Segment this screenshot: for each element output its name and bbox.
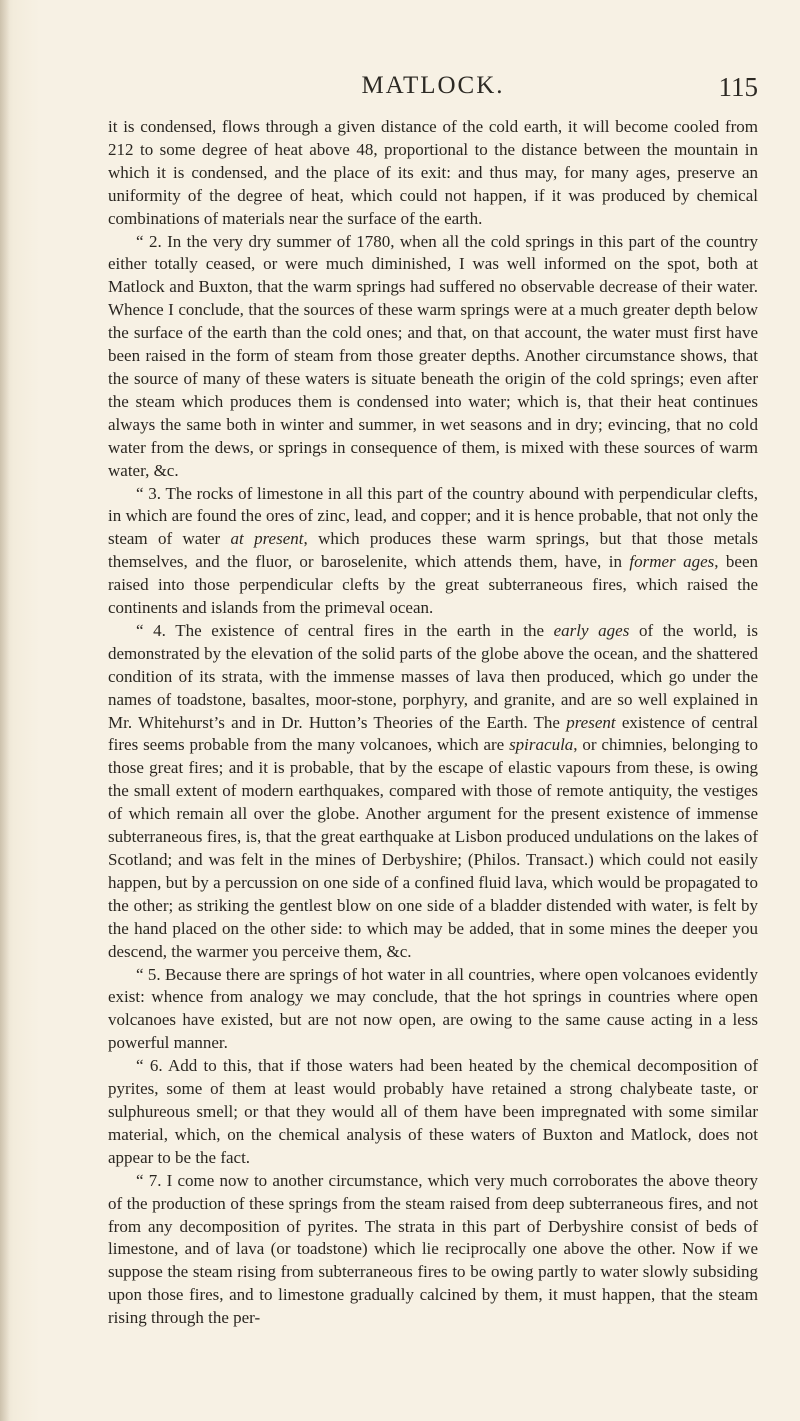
paragraph (108, 231, 758, 483)
text-segment: existence of central fires seems probable from the many volcanoes, which are (108, 712, 758, 755)
paragraph (108, 1055, 758, 1170)
italic-text: present (566, 712, 616, 732)
text-segment: “ 4. The existence of central fires in the earth in the (136, 620, 554, 640)
italic-text: at present (230, 529, 304, 549)
text-segment: of the world, is demonstrated by the elevation of the solid parts of the globe above the ocean, and the shattered condition of its strata, with the immense masses of lava then produced, which go under the names of toadstone, basaltes, moor-stone, porphyry, and granite, and are so well explained in Mr. Whitehurst’s and in Dr. Hutton’s Theories of the Earth. The (108, 620, 759, 732)
running-header (108, 72, 758, 104)
italic-text: early ages (553, 620, 630, 640)
body-text (108, 116, 758, 1330)
running-title: MATLOCK. (361, 72, 505, 99)
paragraph (108, 483, 758, 620)
text-segment: “ 3. The rocks of limestone in all this part of the country abound with perpendicular clefts, in which are found the ores of zinc, lead, and copper; and it is hence probable, that not only the steam of water (108, 483, 758, 549)
paragraph (108, 1170, 758, 1330)
text-segment: , or chimnies, belonging to those great fires; and it is probable, that by the escape of elastic vapours from these, is owing the small extent of modern earthquakes, compared with those of remote antiquity, the vestiges of which remain all over the globe. Another argument for the present existence of immense subterraneous fires, is, that the great earthquake at Lisbon produced undulations on the lakes of Scotland; and was felt in the mines of Derbyshire; (Philos. Transact.) which could not easily happen, but by a percussion on one side of a confined fluid lava, which would be propagated to the other; as striking the gentlest blow on one side of a bladder distended with water, is felt by the hand placed on the other side: to which may be added, that in some mines the deeper you descend, the warmer you perceive them, &c. (108, 735, 758, 961)
text-segment: “ 5. Because there are springs of hot water in all countries, where open volcanoes evidently exist: whence from analogy we may conclude, that the hot springs in countries where open volcanoes have existed, but are not now open, are owing to the same cause acting in a less powerful manner. (108, 964, 758, 1053)
page-number: 115 (718, 72, 758, 102)
text-segment: , been raised into those perpendicular clefts by the great subterraneous fires, which raised the continents and islands from the primeval ocean. (108, 552, 758, 618)
text-segment: “ 2. In the very dry summer of 1780, when all the cold springs in this part of the country either totally ceased, or were much diminished, I was well informed on the spot, both at Matlock and Buxton, that the warm springs had suffered no observable decrease of their water. Whence I conclude, that the sources of these warm springs were at a much greater depth below the surface of the earth than the cold ones; and that, on that account, the water must first have been raised in the form of steam from those greater depths. Another circumstance shows, that the source of many of these waters is situate beneath the origin of the cold springs; even after the steam which produces them is condensed into water; which is, that their heat continues always the same both in winter and summer, in wet seasons and in dry; evincing, that no cold water from the dews, or springs in consequence of them, is mixed with these sources of warm water, &c. (108, 231, 758, 480)
text-segment: , which produces these warm springs, but that those metals themselves, and the fluor, or baroselenite, which attends them, have, in (108, 529, 759, 572)
paragraph (108, 620, 758, 964)
paragraph (108, 964, 758, 1056)
text-segment: “ 6. Add to this, that if those waters had been heated by the chemical decomposition of pyrites, some of them at least would probably have retained a strong chalybeate taste, or sulphureous smell; or that they would all of them have been impregnated with some similar material, which, on the chemical analysis of these waters of Buxton and Matlock, does not appear to be the fact. (108, 1056, 758, 1167)
text-segment: “ 7. I come now to another circumstance, which very much corroborates the above theory of the production of these springs from the steam raised from deep subterraneous fires, and not from any decomposition of pyrites. The strata in this part of Derbyshire consist of beds of limestone, and of lava (or toadstone) which lie reciprocally one above the other. Now if we suppose the steam rising from subterraneous fires to be owing partly to water slowly subsiding upon those fires, and to limestone gradually calcined by them, it must happen, that the steam rising through the per- (108, 1170, 758, 1328)
paragraph-continuation (108, 116, 758, 231)
italic-text: former ages (629, 552, 715, 572)
text-segment: it is condensed, flows through a given distance of the cold earth, it will become cooled from 212 to some degree of heat above 48, proportional to the distance between the mountain in which it is condensed, and the place of its exit: and thus may, for many ages, preserve an uniformity of the degree of heat, which could not happen, if it was produced by chemical combinations of materials near the surface of the earth. (108, 117, 758, 228)
italic-text: spiracula (509, 735, 574, 755)
page-gutter-shadow (0, 0, 10, 1421)
